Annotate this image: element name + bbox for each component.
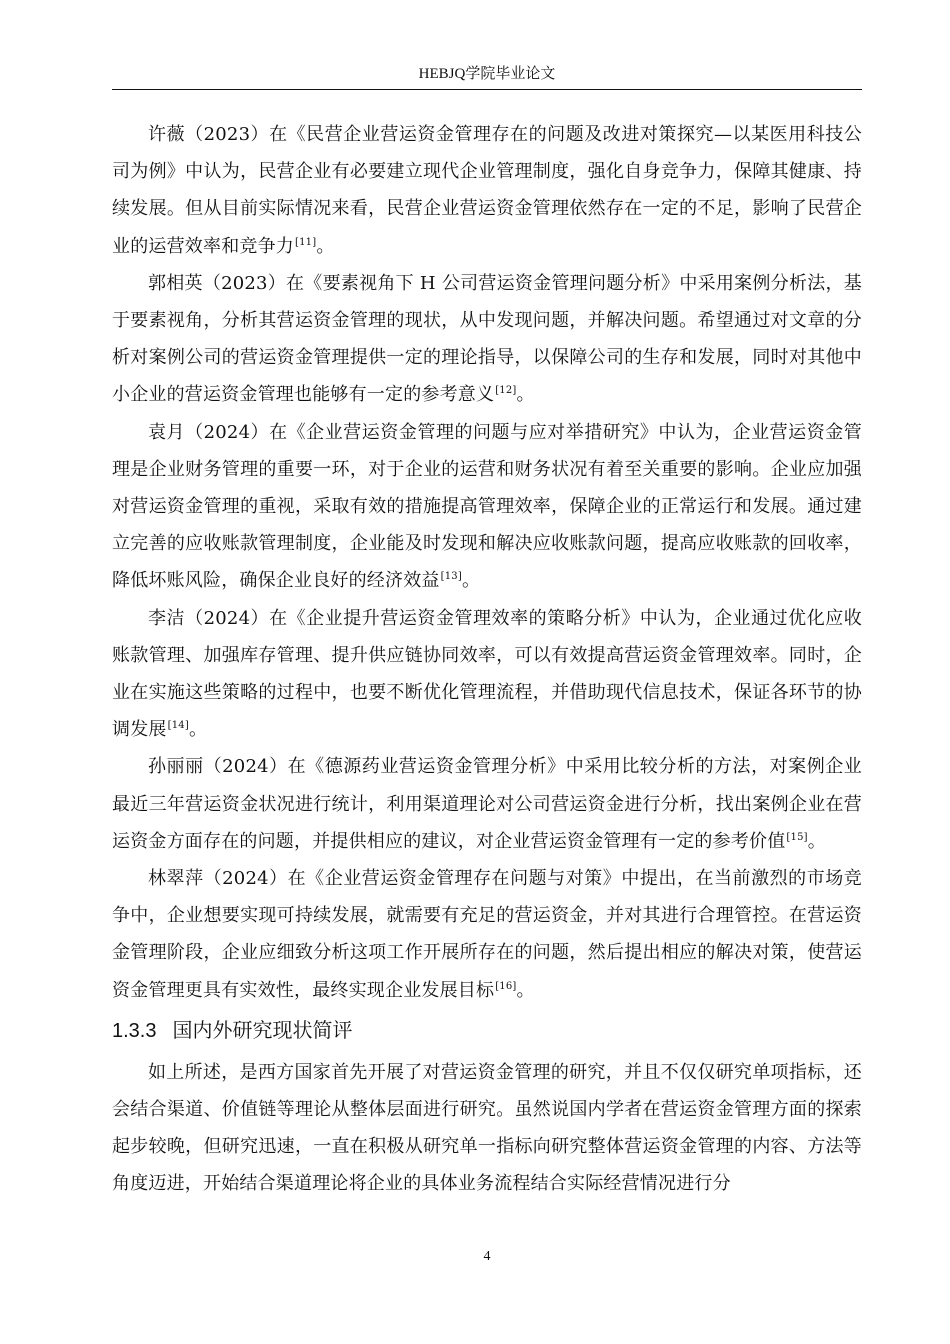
paragraph-end: 。 [188,719,208,741]
section-number: 1.3.3 [112,1019,157,1042]
paragraph-guo-xiangying [112,265,862,414]
paragraph-end: 。 [316,235,335,257]
paragraph-sun-lili [112,748,862,860]
header-divider [112,89,862,90]
citation-ref: [13] [440,571,462,583]
paragraph-yuan-yue [112,414,862,600]
paragraph-text: 郭相英（2023）在《要素视角下 H 公司营运资金管理问题分析》中采用案例分析法，基于要素视角，分析其营运资金管理的现状，从中发现问题，并解决问题。希望通过对文章的分析对案例公司的营运资金管理提供一定的理论指导，以保障公司的生存和发展，同时对其他中小企业的营运资金管理也能够有一定的参考意义 [112,272,862,406]
paragraph-text: 李洁（2024）在《企业提升营运资金管理效率的策略分析》中认为，企业通过优化应收账款管理、加强库存管理、提升供应链协同效率，可以有效提高营运资金管理效率。同时，企业在实施这些策略的过程中，也要不断优化管理流程，并借助现代信息技术，保证各环节的协调发展 [112,607,862,741]
paragraph-xu-wei [112,116,862,265]
paragraph-end: 。 [807,830,826,852]
citation-ref: [16] [495,980,517,992]
paragraph-text: 林翠萍（2024）在《企业营运资金管理存在问题与对策》中提出，在当前激烈的市场竞争中，企业想要实现可持续发展，就需要有充足的营运资金，并对其进行合理管控。在营运资金管理阶段，企业应细致分析这项工作开展所存在的问题，然后提出相应的解决对策，使营运资金管理更具有实效性，最终实现企业发展目标 [112,868,862,1001]
citation-ref: [12] [495,385,517,397]
paragraph-li-jie [112,600,862,749]
paragraph-text: 袁月（2024）在《企业营运资金管理的问题与应对举措研究》中认为，企业营运资金管理是企业财务管理的重要一环，对于企业的运营和财务状况有着至关重要的影响。企业应加强对营运资金管理的重视，采取有效的措施提高管理效率，保障企业的正常运行和发展。通过建立完善的应收账款管理制度，企业能及时发现和解决应收账款问题，提高应收账款的回收率，降低坏账风险，确保企业良好的经济效益 [112,421,862,592]
page-header: HEBJQ学院毕业论文 [418,66,556,82]
page-number: 4 [483,1249,491,1264]
section-title: 国内外研究现状简评 [172,1017,353,1042]
paragraph-end: 。 [516,384,535,406]
paragraph-text: 孙丽丽（2024）在《德源药业营运资金管理分析》中采用比较分析的方法，对案例企业最近三年营运资金状况进行统计，利用渠道理论对公司营运资金进行分析，找出案例企业在营运资金方面存在的问题，并提供相应的建议，对企业营运资金管理有一定的参考价值 [112,756,862,852]
paragraph-lin-cuiping [112,860,862,1009]
citation-ref: [15] [786,831,808,843]
paragraph-end: 。 [516,979,535,1001]
citation-ref: [14] [167,720,189,732]
paragraph-summary [112,1054,862,1203]
paragraph-text: 许薇（2023）在《民营企业营运资金管理存在的问题及改进对策探究—以某医用科技公司为例》中认为，民营企业有必要建立现代企业管理制度，强化自身竞争力，保障其健康、持续发展。但从目前实际情况来看，民营企业营运资金管理依然存在一定的不足，影响了民营企业的运营效率和竞争力 [112,124,862,257]
paragraph-end: 。 [461,570,481,592]
paragraph-text: 如上所述，是西方国家首先开展了对营运资金管理的研究，并且不仅仅研究单项指标，还会结合渠道、价值链等理论从整体层面进行研究。虽然说国内学者在营运资金管理方面的探索起步较晚，但研究迅速，一直在积极从研究单一指标向研究整体营运资金管理的内容、方法等角度迈进，开始结合渠道理论将企业的具体业务流程结合实际经营情况进行分 [112,1061,862,1195]
page-body [112,116,862,1203]
section-heading [112,1011,862,1050]
citation-ref: [11] [295,236,317,248]
